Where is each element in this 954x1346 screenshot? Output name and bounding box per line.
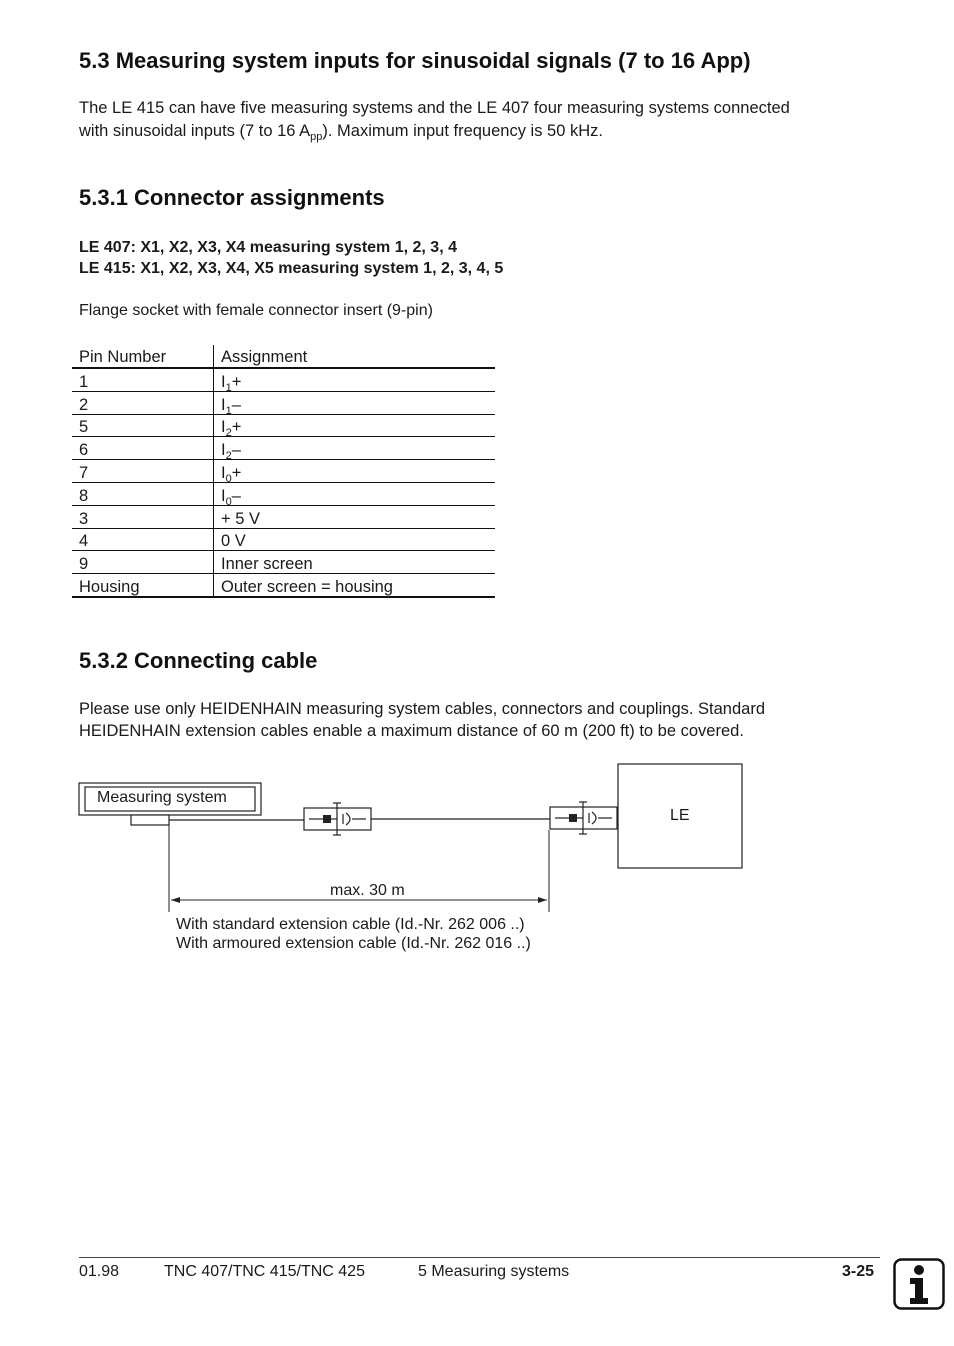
- intro-line-2: with sinusoidal inputs (7 to 16 $A_{pp}$). Maximum input frequency is 50 kHz.: [79, 122, 603, 143]
- footer-chapter: 5 Measuring systems: [418, 1263, 570, 1280]
- coupling-connector-icon: [304, 803, 371, 835]
- standard-cable-note: With standard extension cable (Id.-Nr. 262 006 ..): [176, 916, 525, 933]
- armoured-cable-note: With armoured extension cable (Id.-Nr. 262 016 ..): [176, 935, 531, 952]
- assignment-cell: Outer screen = housing: [214, 574, 496, 597]
- pin-number-cell: 6: [72, 437, 214, 460]
- footer-date: 01.98: [79, 1263, 120, 1280]
- assignment-cell: Inner screen: [214, 551, 496, 574]
- pin-number-cell: Housing: [72, 574, 214, 597]
- page-number: 3-25: [842, 1263, 875, 1280]
- pin-number-cell: 1: [72, 368, 214, 391]
- assignment-header: Assignment: [214, 345, 496, 368]
- assignment-cell: 0 V: [214, 528, 496, 551]
- table-row: [72, 551, 495, 574]
- table-row: [72, 460, 495, 483]
- le407-mapping: LE 407: X1, X2, X3, X4 measuring system 1, 2, 3, 4: [79, 239, 457, 256]
- assignment-cell: $I_1+$: [214, 368, 496, 391]
- table-row: [72, 528, 495, 551]
- assignment-cell: $I_0+$: [214, 460, 496, 483]
- cable-para-line-1: Please use only HEIDENHAIN measuring system cables, connectors and couplings. Standard: [79, 700, 766, 718]
- max-length-label: max. 30 m: [330, 882, 405, 899]
- pin-number-cell: 5: [72, 414, 214, 437]
- table-row: [72, 574, 495, 597]
- connector-assignments-title: 5.3.1 Connector assignments: [79, 185, 385, 210]
- socket-description: Flange socket with female connector insert (9-pin): [79, 302, 433, 319]
- cable-para-line-2: HEIDENHAIN extension cables enable a maximum distance of 60 m (200 ft) to be covered.: [79, 722, 744, 740]
- intro-line-1: The LE 415 can have five measuring systems and the LE 407 four measuring systems connected: [79, 99, 790, 117]
- measuring-system-label: Measuring system: [97, 789, 227, 806]
- footer-product: TNC 407/TNC 415/TNC 425: [164, 1263, 365, 1280]
- pin-number-cell: 8: [72, 482, 214, 505]
- table-row: [72, 505, 495, 528]
- table-row: [72, 391, 495, 414]
- pin-number-cell: 3: [72, 505, 214, 528]
- extension-cable-notes: [176, 915, 531, 953]
- intro-paragraph: [79, 97, 790, 143]
- pin-number-cell: 4: [72, 528, 214, 551]
- assignment-cell: $I_2+$: [214, 414, 496, 437]
- table-header-row: [72, 345, 495, 368]
- measuring-system-mapping: [79, 237, 503, 279]
- pin-number-cell: 2: [72, 391, 214, 414]
- pin-assignment-table: [72, 345, 495, 598]
- pin-number-cell: 9: [72, 551, 214, 574]
- assignment-cell: $I_1-$: [214, 391, 496, 414]
- assignment-cell: $I_0-$: [214, 482, 496, 505]
- table-row: [72, 437, 495, 460]
- pin-number-header: Pin Number: [72, 345, 214, 368]
- flange-connector-icon: [550, 802, 617, 834]
- assignment-cell: $I_2-$: [214, 437, 496, 460]
- le415-mapping: LE 415: X1, X2, X3, X4, X5 measuring system 1, 2, 3, 4, 5: [79, 260, 504, 277]
- section-title: 5.3 Measuring system inputs for sinusoidal signals (7 to 16 App): [79, 48, 751, 73]
- cable-paragraph: [79, 698, 765, 742]
- assignment-cell: + 5 V: [214, 505, 496, 528]
- pin-number-cell: 7: [72, 460, 214, 483]
- table-row: [72, 414, 495, 437]
- connecting-cable-title: 5.3.2 Connecting cable: [79, 648, 318, 673]
- table-row: [72, 482, 495, 505]
- footer-rule: [79, 1257, 880, 1258]
- info-icon: [893, 1258, 945, 1310]
- table-row: [72, 368, 495, 391]
- le-label: LE: [670, 807, 690, 824]
